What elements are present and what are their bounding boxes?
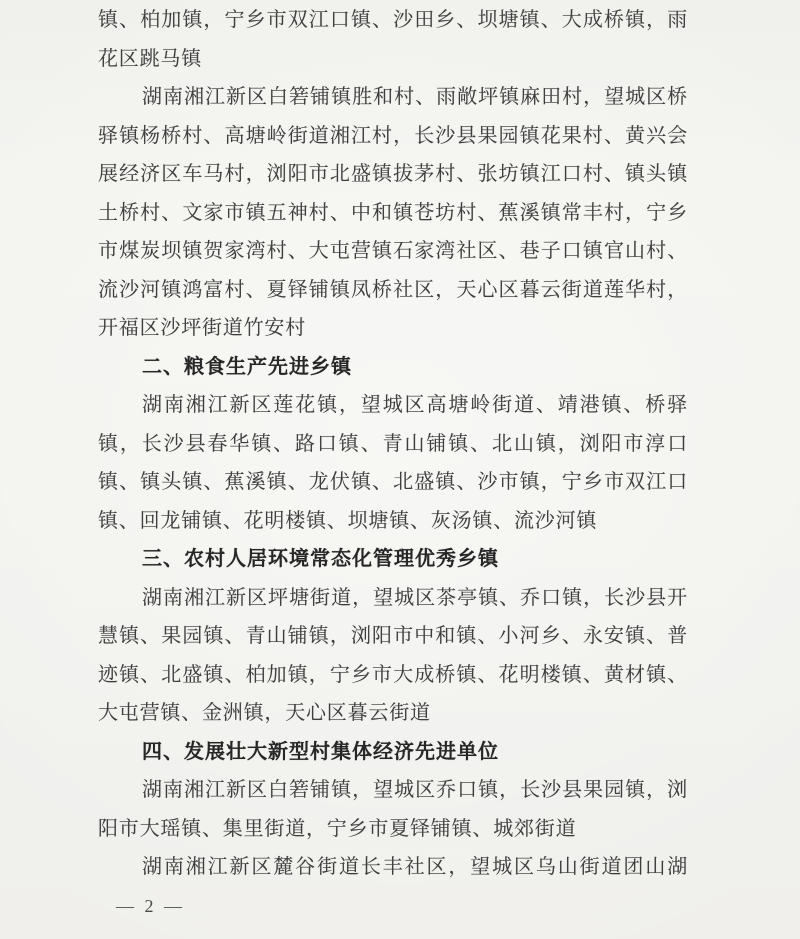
body-line: 大屯营镇、金洲镇，天心区暮云街道 [98,702,431,724]
document-text-block [98,1,688,887]
body-line: 镇、镇头镇、蕉溪镇、龙伏镇、北盛镇、沙市镇，宁乡市双江口 [98,471,688,493]
body-line: 流沙河镇鸿富村、夏铎铺镇凤桥社区，天心区暮云街道莲华村， [98,278,688,301]
body-line: 湖南湘江新区莲花镇，望城区高塘岭街道、靖港镇、桥驿 [142,394,688,416]
body-line: 展经济区车马村，浏阳市北盛镇拔茅村、张坊镇江口村、镇头镇 [98,163,688,185]
body-line: 土桥村、文家市镇五神村、中和镇苍坊村、蕉溪镇常丰村，宁乡 [98,201,688,224]
body-line: 湖南湘江新区麓谷街道长丰社区，望城区乌山街道团山湖 [142,856,688,878]
body-line: 花区跳马镇 [98,47,202,70]
body-line: 驿镇杨桥村、高塘岭街道湘江村，长沙县果园镇花果村、黄兴会 [98,124,688,147]
body-line: 迹镇、北盛镇、柏加镇，宁乡市大成桥镇、花明楼镇、黄材镇、 [98,663,688,686]
body-line: 湖南湘江新区坪塘街道，望城区茶亭镇、乔口镇，长沙县开 [142,586,688,609]
page-number: — 2 — [116,896,185,916]
body-line: 镇、回龙铺镇、花明楼镇、坝塘镇、灰汤镇、流沙河镇 [98,509,598,532]
body-line: 阳市大瑶镇、集里街道，宁乡市夏铎铺镇、城郊街道 [98,817,577,840]
body-line: 湖南湘江新区白箬铺镇，望城区乔口镇，长沙县果园镇，浏 [142,779,688,801]
body-line: 湖南湘江新区白箬铺镇胜和村、雨敞坪镇麻田村，望城区桥 [142,86,688,108]
body-line: 镇，长沙县春华镇、路口镇、青山铺镇、北山镇，浏阳市淳口 [98,432,688,455]
body-line: 开福区沙坪街道竹安村 [98,317,306,339]
section-heading-4: 四、发展壮大新型村集体经济先进单位 [142,740,499,763]
body-line: 市煤炭坝镇贺家湾村、大屯营镇石家湾社区、巷子口镇官山村、 [98,240,688,262]
body-line: 镇、柏加镇，宁乡市双江口镇、沙田乡、坝塘镇、大成桥镇，雨 [98,9,688,31]
body-line: 慧镇、果园镇、青山铺镇，浏阳市中和镇、小河乡、永安镇、普 [98,625,688,647]
section-heading-2: 二、粮食生产先进乡镇 [142,355,352,378]
section-heading-3: 三、农村人居环境常态化管理优秀乡镇 [142,548,499,570]
